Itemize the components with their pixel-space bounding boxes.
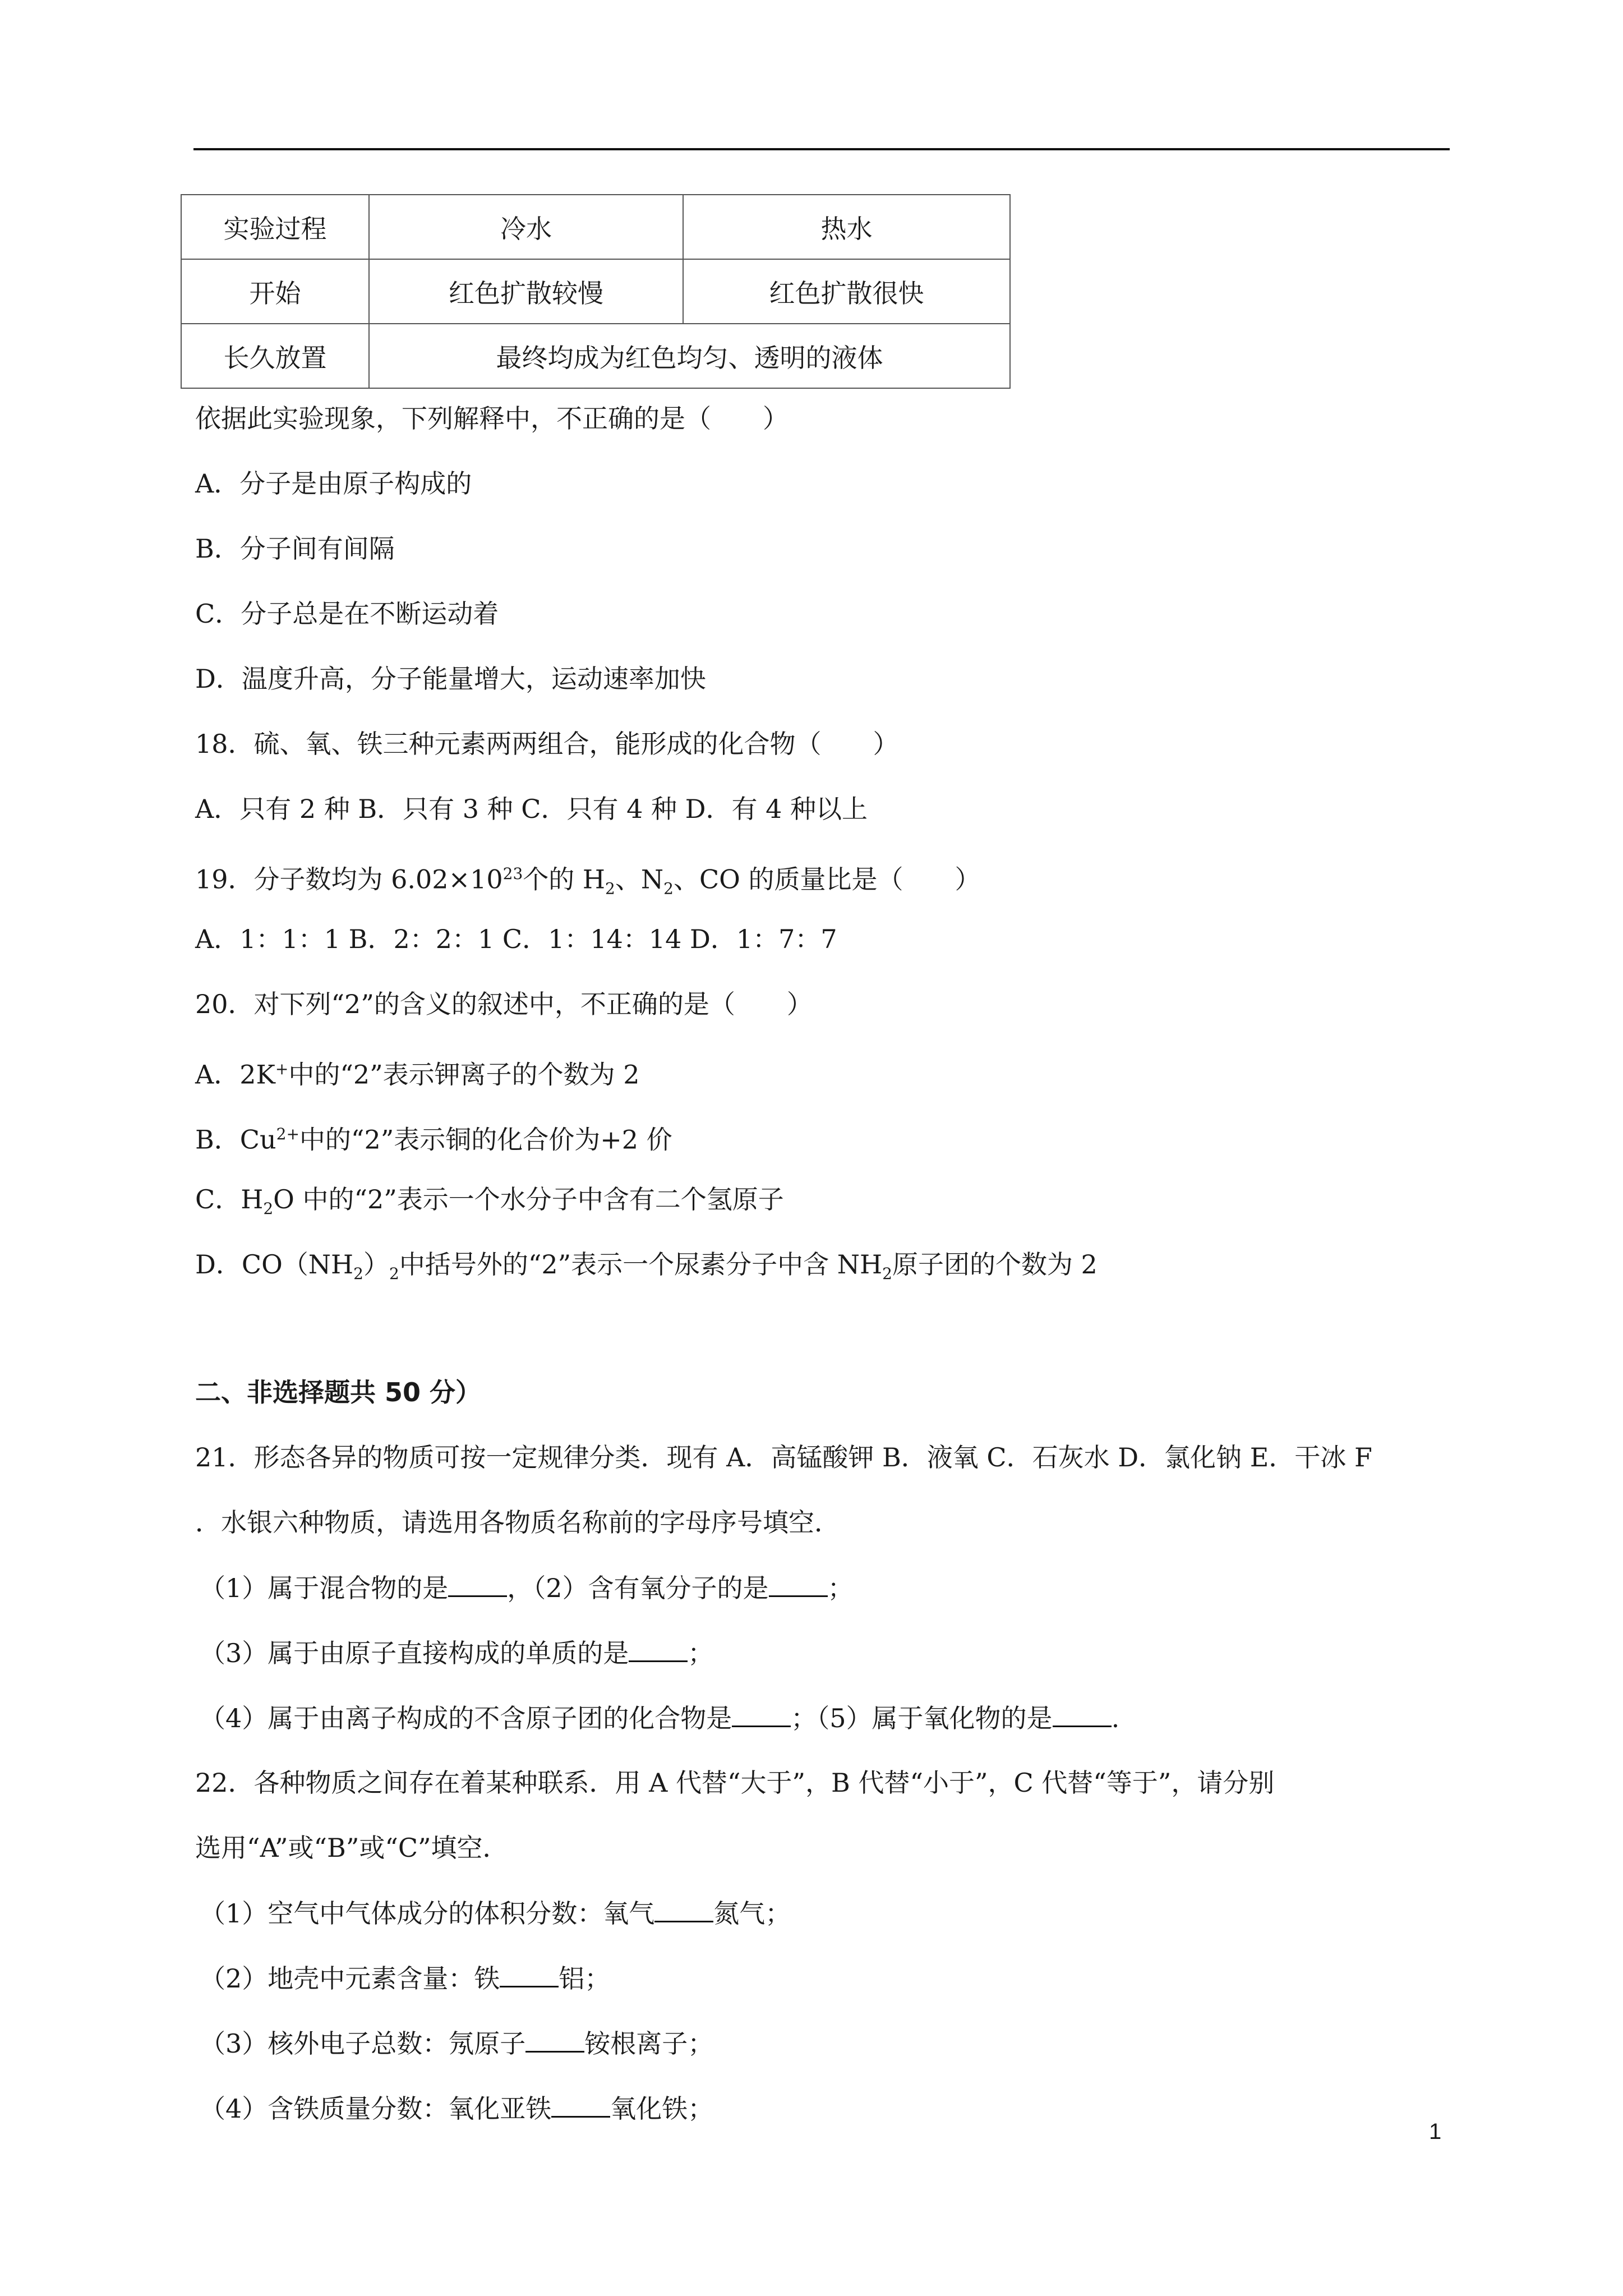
option-b <box>195 1117 672 1156</box>
table-cell: 冷水 <box>369 195 683 259</box>
answer-blank[interactable] <box>448 1571 507 1597</box>
table-row <box>181 195 1010 259</box>
question-22-part <box>200 2026 713 2060</box>
question-21-line: 21．形态各异的物质可按一定规律分类．现有 A．高锰酸钾 B．液氧 C．石灰水 D．氯化钠 E．干冰 F <box>195 1442 1372 1473</box>
option-c <box>195 1182 784 1226</box>
text: （3）属于由原子直接构成的单质的是 <box>200 1638 629 1668</box>
page-number: 1 <box>1429 2119 1442 2144</box>
text: C．H <box>195 1184 264 1214</box>
text: A．2K <box>195 1059 275 1090</box>
text: （1）属于混合物的是 <box>200 1573 449 1603</box>
subscript: 2 <box>263 1199 274 1218</box>
table-row <box>181 324 1010 388</box>
subscript: 2 <box>663 879 674 898</box>
text: （4）含铁质量分数：氧化亚铁 <box>200 2093 552 2124</box>
question-18-stem: 18．硫、氧、铁三种元素两两组合，能形成的化合物（ ） <box>195 729 899 759</box>
answer-blank[interactable] <box>769 1571 828 1597</box>
text: B．Cu <box>195 1124 276 1155</box>
experiment-table <box>181 194 1011 389</box>
subscript: 2 <box>882 1264 892 1283</box>
text: . <box>1111 1703 1120 1733</box>
text: ； <box>827 1573 854 1603</box>
text: 、CO 的质量比是（ ） <box>673 864 981 895</box>
question-stem: 依据此实验现象，下列解释中，不正确的是（ ） <box>195 403 789 434</box>
superscript: 23 <box>502 864 523 883</box>
subscript: 2 <box>353 1264 363 1283</box>
text: ，（2）含有氧分子的是 <box>507 1573 769 1603</box>
table-cell: 热水 <box>683 195 1010 259</box>
text: 中括号外的“2”表示一个尿素分子中含 NH <box>399 1249 883 1280</box>
table-cell: 红色扩散很快 <box>683 259 1010 324</box>
table-cell: 最终均成为红色均匀、透明的液体 <box>369 324 1010 388</box>
question-21-part <box>200 1701 1119 1735</box>
text: ） <box>363 1249 389 1280</box>
text: D．CO（NH <box>195 1249 354 1280</box>
text: （3）核外电子总数：氖原子 <box>200 2028 526 2059</box>
option-d: D．温度升高，分子能量增大，运动速率加快 <box>195 664 706 694</box>
table-cell: 长久放置 <box>181 324 369 388</box>
text: （2）地壳中元素含量：铁 <box>200 1963 500 1994</box>
header-rule <box>193 148 1450 150</box>
question-20-stem: 20．对下列“2”的含义的叙述中，不正确的是（ ） <box>195 989 813 1019</box>
text: 中的“2”表示铜的化合价为+2 价 <box>299 1124 672 1155</box>
question-22-line: 选用“A”或“B”或“C”填空． <box>195 1833 509 1863</box>
superscript: 2+ <box>276 1125 299 1143</box>
table-row <box>181 259 1010 324</box>
section-heading: 二、非选择题共 50 分） <box>195 1377 482 1407</box>
text: 个的 H <box>523 864 606 895</box>
question-21-part <box>200 1571 854 1605</box>
question-19-options: A．1：1：1 B．2：2：1 C．1：14：14 D．1：7：7 <box>195 924 837 954</box>
text: O 中的“2”表示一个水分子中含有二个氢原子 <box>273 1184 784 1214</box>
text: （1）空气中气体成分的体积分数：氧气 <box>200 1898 655 1929</box>
answer-blank[interactable] <box>629 1636 688 1662</box>
answer-blank[interactable] <box>500 1961 559 1987</box>
question-18-options: A．只有 2 种 B．只有 3 种 C．只有 4 种 D．有 4 种以上 <box>195 794 868 824</box>
question-22-part <box>200 1961 610 1995</box>
text: 铵根离子； <box>584 2028 714 2059</box>
superscript: + <box>275 1060 289 1078</box>
answer-blank[interactable] <box>654 1896 713 1922</box>
text: 、N <box>615 864 664 895</box>
question-21-part <box>200 1636 713 1670</box>
option-b: B．分子间有间隔 <box>195 533 395 564</box>
question-21-line: ．水银六种物质，请选用各物质名称前的字母序号填空． <box>195 1507 840 1538</box>
question-19-stem <box>195 857 980 906</box>
subscript: 2 <box>389 1264 399 1283</box>
question-22-line: 22．各种物质之间存在着某种联系．用 A 代替“大于”，B 代替“小于”，C 代替“等于”，请分别 <box>195 1768 1275 1798</box>
answer-blank[interactable] <box>732 1701 791 1727</box>
text: ； <box>688 1638 714 1668</box>
question-22-part <box>200 2091 713 2125</box>
text: 氮气； <box>713 1898 791 1929</box>
text: 中的“2”表示钾离子的个数为 2 <box>288 1059 640 1090</box>
question-22-part <box>200 1896 791 1930</box>
option-a <box>195 1052 640 1091</box>
answer-blank[interactable] <box>525 2026 584 2053</box>
text: 氧化铁； <box>610 2093 714 2124</box>
subscript: 2 <box>605 879 615 898</box>
text: 铝； <box>559 1963 611 1994</box>
text: 原子团的个数为 2 <box>892 1249 1098 1280</box>
option-c: C．分子总是在不断运动着 <box>195 599 499 629</box>
table-cell: 开始 <box>181 259 369 324</box>
answer-blank[interactable] <box>551 2091 610 2118</box>
text: ；（5）属于氧化物的是 <box>791 1703 1053 1733</box>
answer-blank[interactable] <box>1053 1701 1112 1727</box>
text: （4）属于由离子构成的不含原子团的化合物是 <box>200 1703 732 1733</box>
option-d <box>195 1248 1098 1291</box>
table-cell: 红色扩散较慢 <box>369 259 683 324</box>
option-a: A．分子是由原子构成的 <box>195 468 472 499</box>
table-cell: 实验过程 <box>181 195 369 259</box>
text: 19．分子数均为 6.02×10 <box>195 864 503 895</box>
